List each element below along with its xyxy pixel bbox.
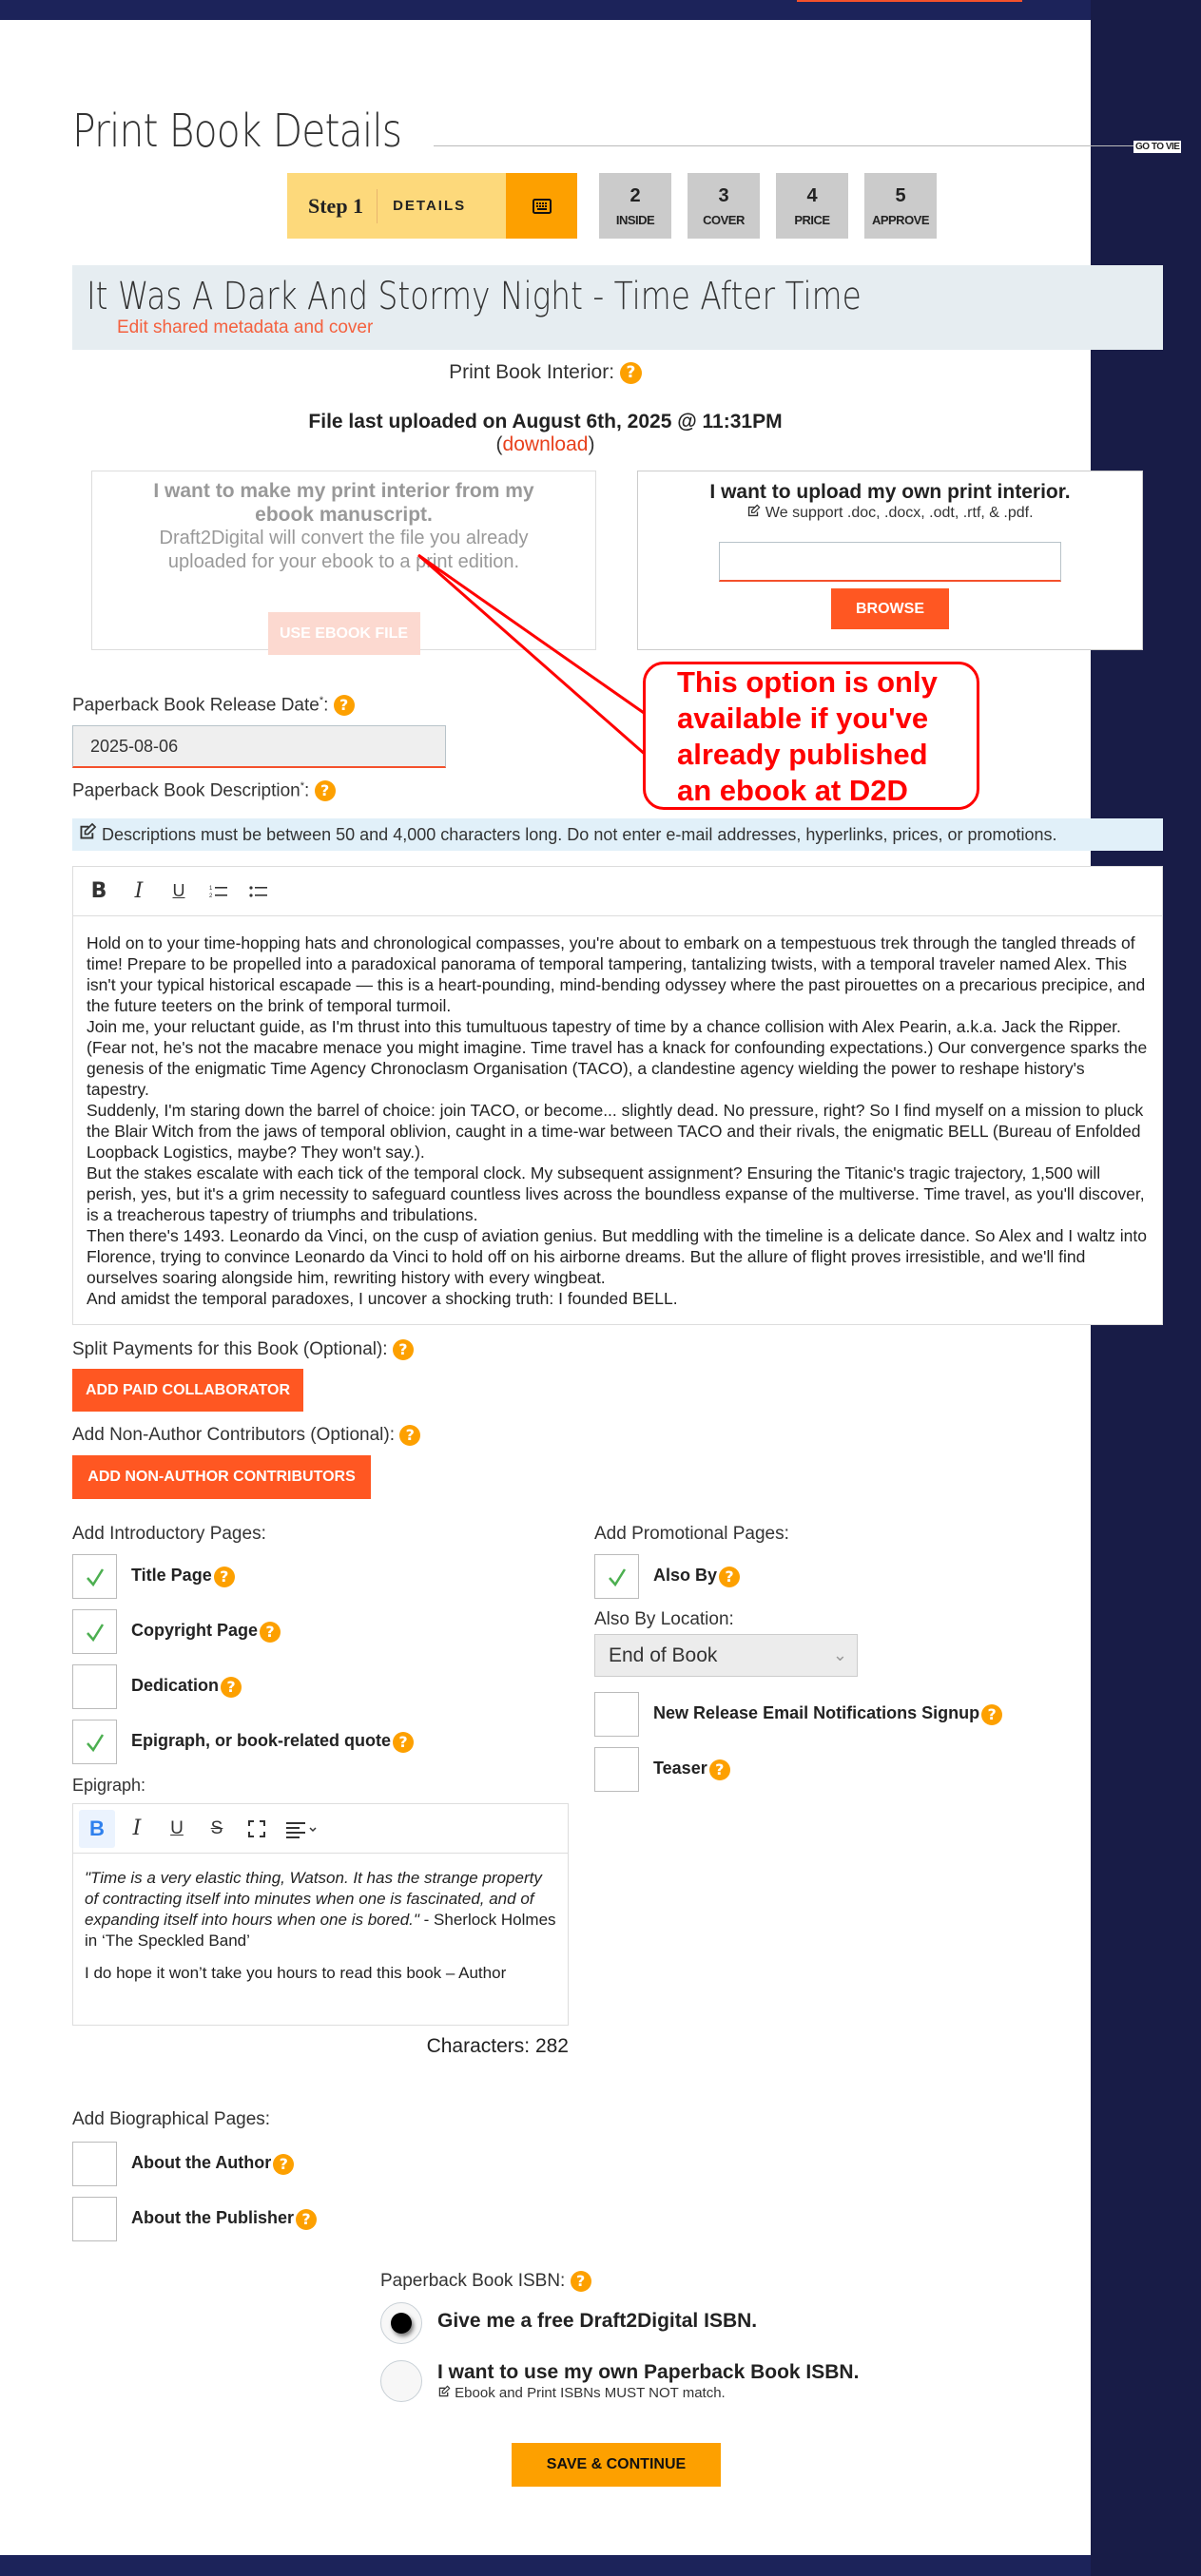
progress-stepper bbox=[287, 173, 937, 239]
help-icon[interactable]: ? bbox=[399, 1425, 420, 1446]
help-icon[interactable]: ? bbox=[296, 2209, 317, 2230]
description-toolbar bbox=[73, 867, 1162, 916]
help-icon[interactable]: ? bbox=[571, 2271, 591, 2292]
description-guidelines: Descriptions must be between 50 and 4,000 characters long. Do not enter e-mail addresses, hyperlinks, prices, or promotions. bbox=[72, 818, 1163, 851]
epigraph-editor bbox=[72, 1803, 569, 2026]
intro-dedication: Dedication ? bbox=[72, 1664, 242, 1709]
dedication-checkbox[interactable] bbox=[72, 1664, 117, 1709]
edit-icon bbox=[437, 2385, 451, 2402]
help-icon[interactable]: ? bbox=[393, 1732, 414, 1753]
also-by-checkbox[interactable] bbox=[594, 1554, 639, 1599]
book-header bbox=[72, 265, 1163, 350]
go-to-view-link[interactable]: GO TO VIE bbox=[1135, 142, 1180, 152]
svg-text:1: 1 bbox=[209, 885, 213, 892]
release-date-input[interactable]: 2025-08-06 bbox=[72, 725, 446, 768]
strikethrough-button[interactable]: S bbox=[210, 1817, 223, 1838]
save-continue-button[interactable]: SAVE & CONTINUE bbox=[512, 2443, 721, 2487]
title-page-checkbox[interactable] bbox=[72, 1554, 117, 1599]
help-icon[interactable]: ? bbox=[709, 1759, 730, 1780]
help-icon[interactable]: ? bbox=[273, 2154, 294, 2175]
underline-button[interactable]: U bbox=[170, 1817, 184, 1838]
upload-option-heading: I want to upload my own print interior. bbox=[709, 481, 1071, 503]
intro-copyright-page: Copyright Page ? bbox=[72, 1609, 281, 1654]
checkmark-icon bbox=[85, 1732, 106, 1753]
use-ebook-file-button[interactable]: USE EBOOK FILE bbox=[268, 612, 420, 655]
top-navbar bbox=[0, 0, 1091, 20]
file-upload-input[interactable] bbox=[719, 542, 1061, 582]
step-number: Step 1 bbox=[287, 189, 378, 223]
italic-button[interactable]: I bbox=[132, 1817, 142, 1840]
isbn-note: Ebook and Print ISBNs MUST NOT match. bbox=[437, 2385, 859, 2402]
download-line: (download) bbox=[495, 433, 595, 455]
step-3-cover[interactable]: 3 COVER bbox=[688, 173, 760, 239]
browse-button[interactable]: BROWSE bbox=[831, 588, 949, 629]
keyboard-icon bbox=[506, 173, 577, 239]
intro-epigraph: Epigraph, or book-related quote ? bbox=[72, 1720, 414, 1764]
promo-also-by: Also By ? bbox=[594, 1554, 740, 1599]
also-by-location-select[interactable]: End of Book ⌄ bbox=[594, 1634, 858, 1677]
align-left-icon bbox=[286, 1819, 319, 1838]
release-date-label: Paperback Book Release Date*: ? bbox=[72, 695, 355, 716]
step-2-inside[interactable]: 2 INSIDE bbox=[599, 173, 671, 239]
help-icon[interactable]: ? bbox=[214, 1567, 235, 1587]
free-isbn-radio[interactable] bbox=[380, 2302, 422, 2344]
edit-icon bbox=[78, 819, 97, 852]
annotation-callout: This option is only available if you've already published an ebook at D2D bbox=[643, 662, 979, 810]
new-release-signup-checkbox[interactable] bbox=[594, 1692, 639, 1737]
epigraph-text[interactable]: "Time is a very elastic thing, Watson. It has the strange property of contracting itself into minutes when one is fascinated, and of expanding itself into hours when one is bored." - Sherlock Holmes in ‘The Speckled Band’ I do hope it won’t take you hours to read this book – Author bbox=[85, 1869, 556, 1982]
isbn-option-free: Give me a free Draft2Digital ISBN. bbox=[380, 2302, 757, 2344]
help-icon[interactable]: ? bbox=[315, 780, 336, 801]
help-icon[interactable]: ? bbox=[334, 695, 355, 716]
ordered-list-button[interactable] bbox=[207, 877, 230, 906]
title-divider bbox=[434, 145, 1133, 146]
copyright-page-checkbox[interactable] bbox=[72, 1609, 117, 1654]
split-payments-label: Split Payments for this Book (Optional): ? bbox=[72, 1339, 414, 1360]
description-editor bbox=[72, 866, 1163, 1325]
step-4-price[interactable]: 4 PRICE bbox=[776, 173, 848, 239]
promo-pages-label: Add Promotional Pages: bbox=[594, 1524, 789, 1544]
italic-button[interactable]: I bbox=[134, 879, 144, 903]
description-label: Paperback Book Description*: ? bbox=[72, 780, 336, 801]
upload-interior-option bbox=[637, 471, 1143, 650]
own-isbn-radio[interactable] bbox=[380, 2360, 422, 2402]
bold-button[interactable]: B bbox=[79, 1810, 115, 1848]
unordered-list-button[interactable] bbox=[247, 877, 270, 906]
align-dropdown[interactable] bbox=[279, 1810, 326, 1848]
step-1-details[interactable] bbox=[287, 173, 506, 239]
bio-about-publisher: About the Publisher ? bbox=[72, 2197, 317, 2241]
help-icon[interactable]: ? bbox=[221, 1677, 242, 1698]
ebook-option-body: Draft2Digital will convert the file you already uploaded for your ebook to a print edition. bbox=[159, 528, 529, 572]
bio-pages-label: Add Biographical Pages: bbox=[72, 2109, 271, 2129]
about-author-checkbox[interactable] bbox=[72, 2142, 117, 2186]
isbn-option-own: I want to use my own Paperback Book ISBN. Ebook and Print ISBNs MUST NOT match. bbox=[380, 2360, 859, 2402]
book-title: It Was A Dark And Stormy Night - Time After Time bbox=[87, 275, 862, 318]
character-count: Characters: 282 bbox=[426, 2035, 569, 2057]
checkmark-icon bbox=[607, 1567, 628, 1587]
download-link[interactable]: download bbox=[502, 433, 589, 455]
edit-icon bbox=[746, 504, 761, 523]
ordered-list-icon bbox=[209, 884, 228, 899]
description-text[interactable]: Hold on to your time-hopping hats and chronological compasses, you're about to embark on a tempestuous trek through the tangled threads of time! Prepare to be propelled into a paradoxical panorama of temporal tampering, tantalizing twists, with a temporal traveler named Alex. This isn't your typical historical escapade — this is a heart-pounding, mind-bending odyssey where the past pirouettes on a precarious precipice, and the future teeters on the brink of temporal turmoil. Join me, your reluctant guide, as I'm thrust into this tumultuous tapestry of time by a chance collision with Alex Pearin, a.k.a. Jack the Ripper. (Fear not, he's not the macabre menace you might imagine. Time travel has a knack for confounding expectations.) Our convergence sparks the genesis of the enigmatic Time Agency Chronoclasm Organisation (TACO), a clandestine agency wielding the power to reshape history's tapestry. Suddenly, I'm staring down the barrel of choice: join TACO, or become... slightly dead. No pressure, right? So I find myself on a mission to pluck the Blair Witch from the jaws of temporal oblivion, caught in a time-war between TACO and their rivals, the enigmatic BELL (Bureau of Enfolded Loopback Logistics, maybe? They won't say.). But the stakes escalate with each tick of the temporal clock. My subsequent assignment? Ensuring the Titanic's tragic trajectory, 1,500 will perish, yes, but it's a grim necessity to safeguard countless lives across the boundless expanse of the multiverse. Time travel, as you'll discover, is a treacherous tapestry of triumphs and tribulations. Then there's 1493. Leonardo da Vinci, on the cusp of aviation genius. But meddling with the timeline is a delicate dance. So Alex and I waltz into Florence, trying to convince Leonardo da Vinci to hold off on his airborne dreams. But the allure of flight proves irresistible, and we'll find ourselves soaring alongside him, rewriting history with every wingbeat. And amidst the temporal paradoxes, I uncover a shocking truth: I founded BELL. bbox=[87, 933, 1148, 1308]
navbar-accent-bar bbox=[797, 0, 1022, 2]
epigraph-label: Epigraph: bbox=[72, 1776, 146, 1795]
fullscreen-button[interactable] bbox=[239, 1810, 275, 1848]
fullscreen-icon bbox=[247, 1819, 266, 1838]
unordered-list-icon bbox=[249, 884, 268, 899]
edit-metadata-link[interactable]: Edit shared metadata and cover bbox=[117, 317, 374, 337]
teaser-checkbox[interactable] bbox=[594, 1747, 639, 1792]
ebook-interior-option bbox=[91, 471, 596, 650]
about-publisher-checkbox[interactable] bbox=[72, 2197, 117, 2241]
add-paid-collaborator-button[interactable]: ADD PAID COLLABORATOR bbox=[72, 1369, 303, 1412]
help-icon[interactable]: ? bbox=[393, 1339, 414, 1360]
underline-button[interactable]: U bbox=[172, 881, 185, 900]
help-icon[interactable]: ? bbox=[719, 1567, 740, 1587]
print-interior-label: Print Book Interior: ? bbox=[0, 361, 1091, 384]
non-author-label: Add Non-Author Contributors (Optional): ? bbox=[72, 1425, 420, 1446]
svg-text:2: 2 bbox=[209, 893, 213, 899]
footer-bar bbox=[0, 2555, 1091, 2576]
checkmark-icon bbox=[85, 1622, 106, 1643]
add-non-author-contributors-button[interactable]: ADD NON-AUTHOR CONTRIBUTORS bbox=[72, 1455, 371, 1499]
isbn-label: Paperback Book ISBN: ? bbox=[380, 2271, 591, 2292]
intro-title-page: Title Page ? bbox=[72, 1554, 235, 1599]
bio-about-author: About the Author ? bbox=[72, 2142, 294, 2186]
intro-pages-label: Add Introductory Pages: bbox=[72, 1524, 266, 1544]
bold-button[interactable]: B bbox=[90, 879, 107, 903]
also-by-location-label: Also By Location: bbox=[594, 1609, 734, 1629]
step-5-approve[interactable]: 5 APPROVE bbox=[864, 173, 937, 239]
help-icon[interactable]: ? bbox=[620, 362, 642, 384]
promo-new-release-signup: New Release Email Notifications Signup ? bbox=[594, 1692, 1002, 1737]
help-icon[interactable]: ? bbox=[981, 1704, 1002, 1725]
epigraph-toolbar bbox=[73, 1804, 568, 1854]
checkmark-icon bbox=[85, 1567, 106, 1587]
chevron-down-icon: ⌄ bbox=[832, 1645, 847, 1664]
epigraph-checkbox[interactable] bbox=[72, 1720, 117, 1764]
promo-teaser: Teaser ? bbox=[594, 1747, 730, 1792]
page-title: Print Book Details bbox=[72, 105, 402, 158]
step-name: DETAILS bbox=[393, 198, 467, 214]
help-icon[interactable]: ? bbox=[260, 1622, 281, 1643]
last-uploaded-text: File last uploaded on August 6th, 2025 @ 11:31PM bbox=[308, 411, 783, 433]
ebook-option-heading: I want to make my print interior from my ebook manuscript. bbox=[153, 480, 534, 526]
supported-formats: We support .doc, .docx, .odt, .rtf, & .pdf. bbox=[638, 504, 1142, 523]
